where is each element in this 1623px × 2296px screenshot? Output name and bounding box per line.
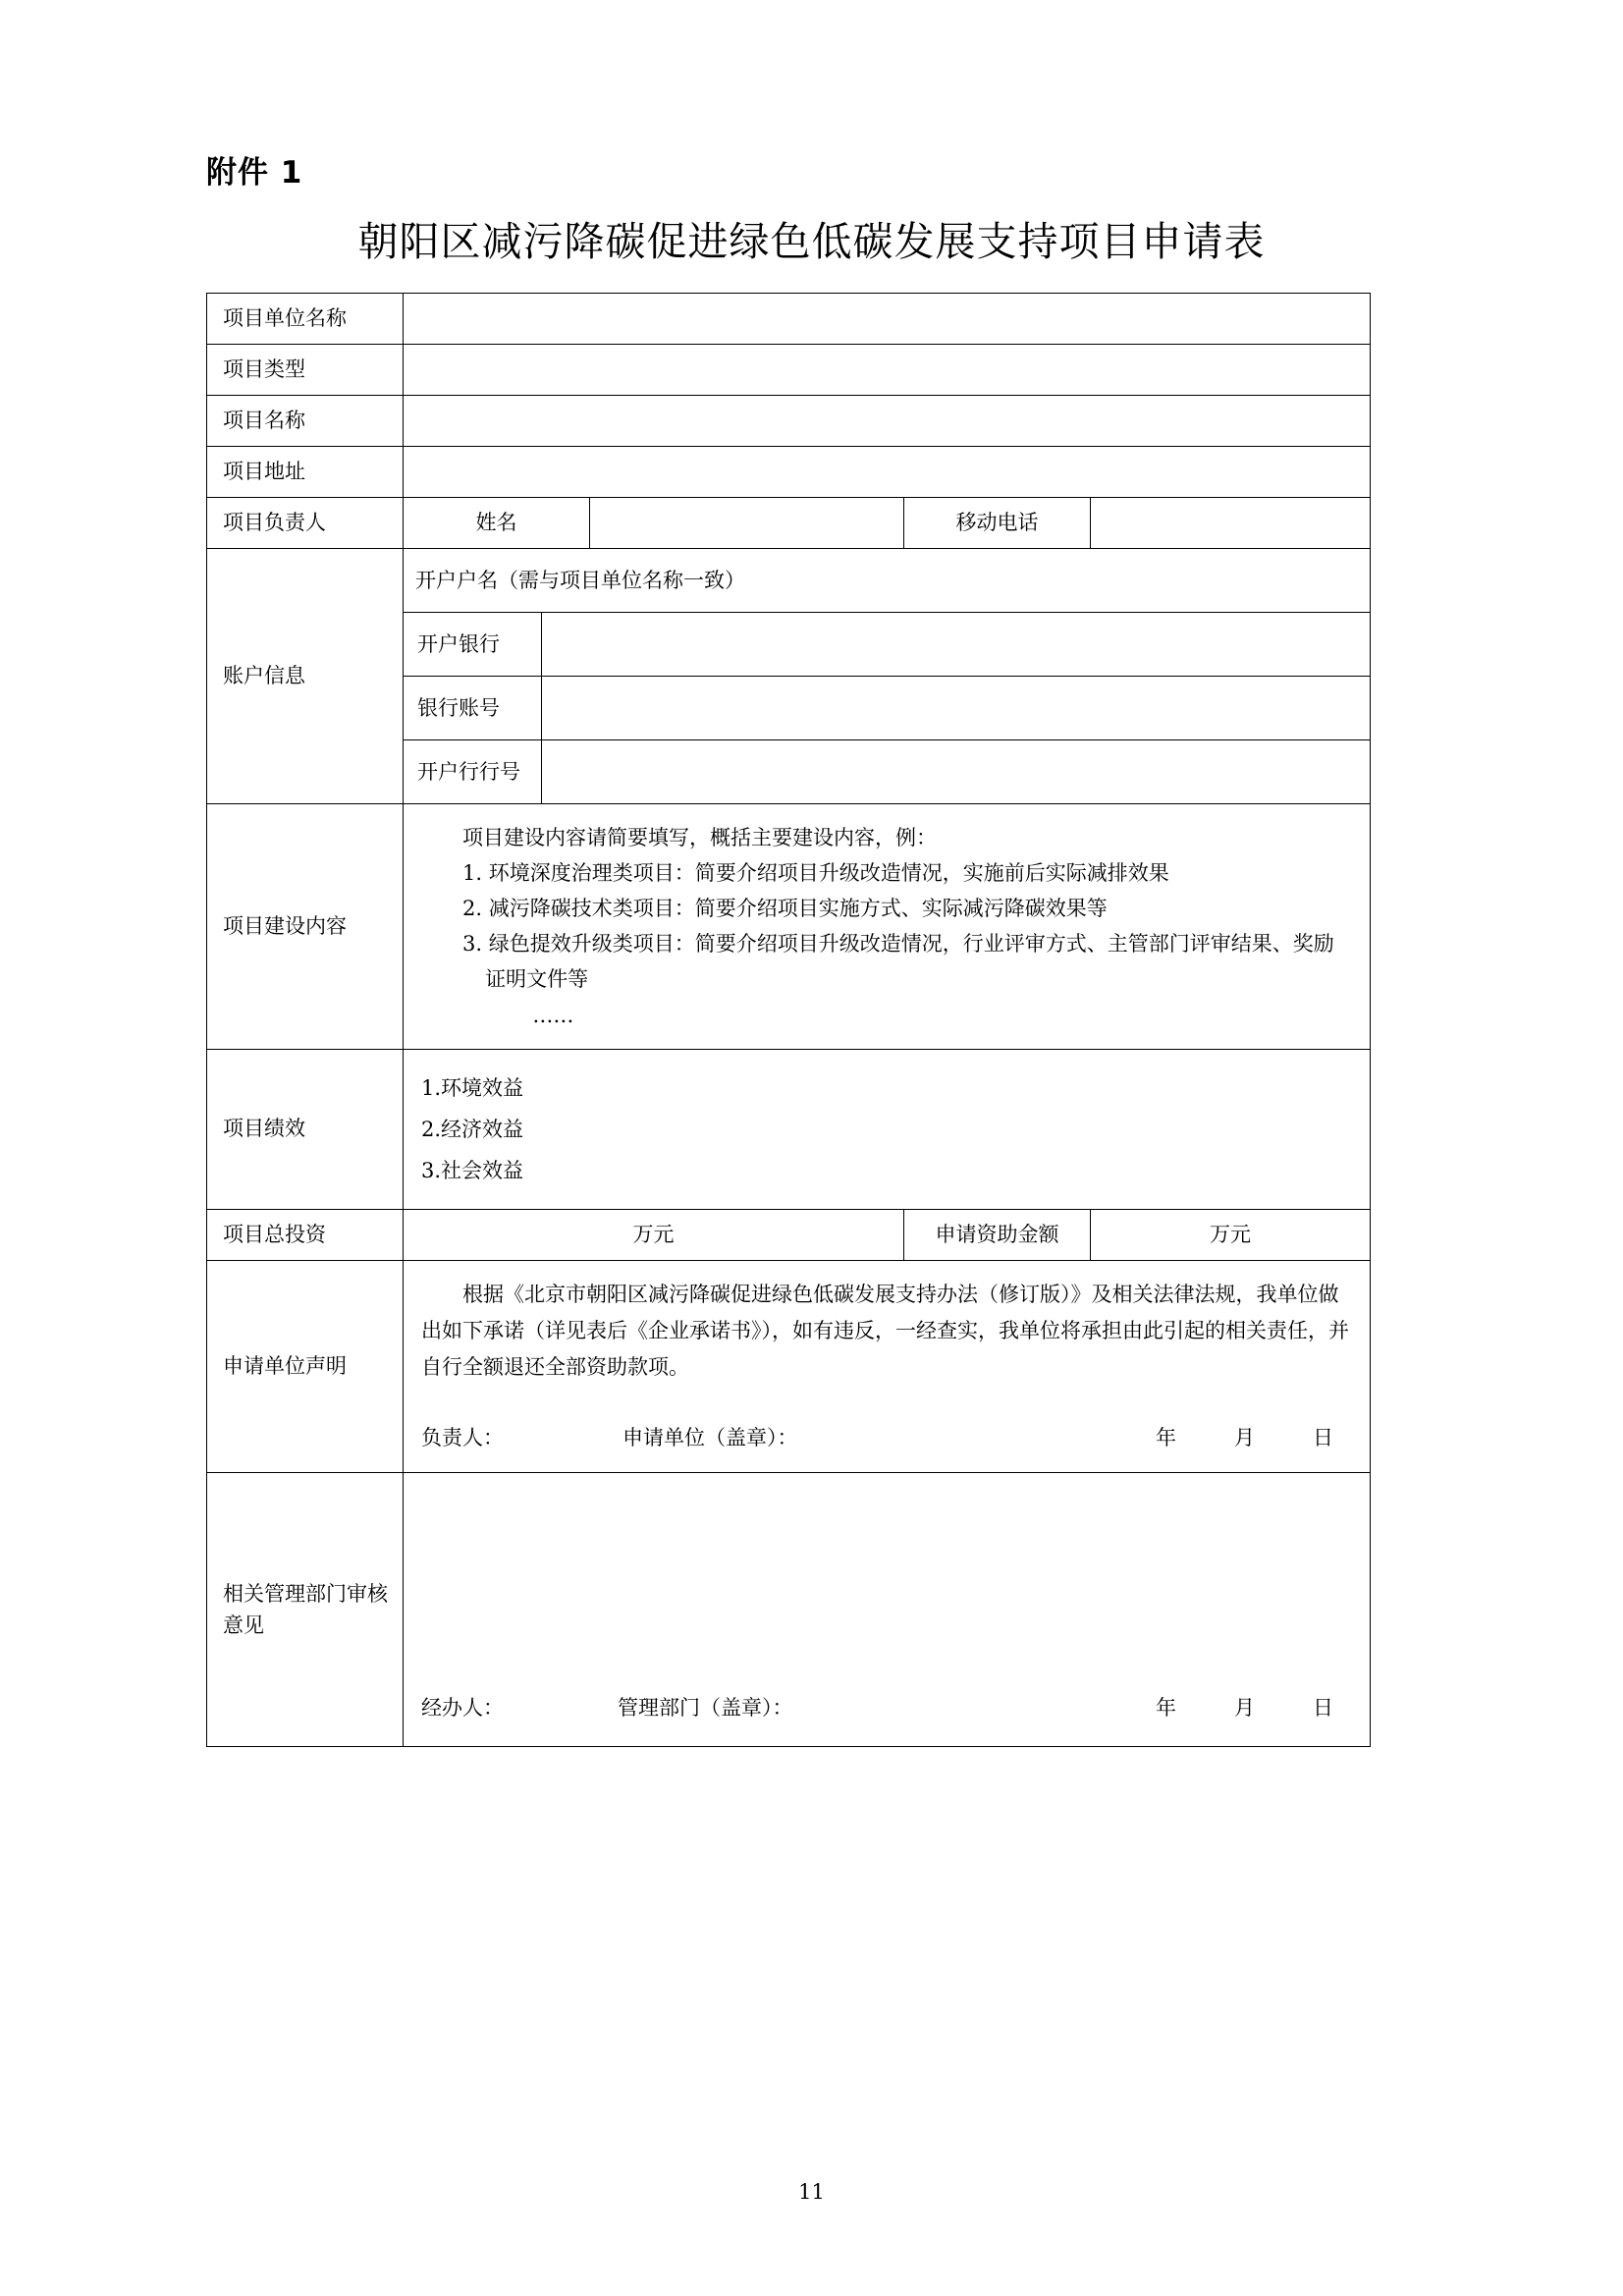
- account-info-subtable: [404, 549, 1370, 803]
- field-content[interactable]: [404, 804, 1371, 1050]
- table-row-performance: [207, 1049, 1371, 1209]
- label-account-no: 银行账号: [404, 677, 541, 740]
- table-row-review: [207, 1473, 1371, 1747]
- field-apply-amount[interactable]: 万元: [1091, 1209, 1371, 1260]
- field-total-investment[interactable]: 万元: [404, 1209, 904, 1260]
- field-project-type[interactable]: [404, 345, 1371, 396]
- content-item-3: 3. 绿色提效升级类项目：简要介绍项目升级改造情况，行业评审方式、主管部门评审结果、奖励证明文件等: [462, 932, 1334, 992]
- label-project-name: 项目名称: [207, 396, 404, 447]
- content-ellipsis: ……: [532, 1003, 574, 1027]
- table-row-unit-name: [207, 294, 1371, 345]
- field-bank-code[interactable]: [541, 740, 1370, 804]
- field-declaration[interactable]: [404, 1260, 1371, 1473]
- table-row-bank: [404, 613, 1370, 677]
- label-review: 相关管理部门审核意见: [207, 1473, 404, 1747]
- page-title: 朝阳区减污降碳促进绿色低碳发展支持项目申请表: [357, 218, 1266, 265]
- declaration-text: 根据《北京市朝阳区减污降碳促进绿色低碳发展支持办法（修订版）》及相关法律法规，我单位做出如下承诺（详见表后《企业承诺书》），如有违反，一经查实，我单位将承担由此引起的相关责任，并自行全额退还全部资助款项。: [421, 1282, 1349, 1380]
- review-dept-label: 管理部门（盖章）：: [618, 1696, 793, 1721]
- label-content: 项目建设内容: [207, 804, 404, 1050]
- application-form-table: [206, 293, 1371, 1747]
- review-signature-line: [421, 1689, 1352, 1728]
- table-row-content: [207, 804, 1371, 1050]
- review-body: [421, 1487, 1352, 1732]
- table-row-account-holder: [404, 549, 1370, 613]
- table-row-account-no: [404, 677, 1370, 740]
- field-bank[interactable]: [541, 613, 1370, 677]
- label-account-holder: 开户户名（需与项目单位名称一致）: [404, 549, 1370, 613]
- field-account-no[interactable]: [541, 677, 1370, 740]
- field-project-name[interactable]: [404, 396, 1371, 447]
- label-declaration: 申请单位声明: [207, 1260, 404, 1473]
- label-performance: 项目绩效: [207, 1049, 404, 1209]
- table-row-declaration: [207, 1260, 1371, 1473]
- performance-item-2: 2.经济效益: [421, 1117, 524, 1141]
- label-leader-phone: 移动电话: [904, 498, 1091, 549]
- label-total-investment: 项目总投资: [207, 1209, 404, 1260]
- label-apply-amount: 申请资助金额: [904, 1209, 1091, 1260]
- field-leader-phone[interactable]: [1091, 498, 1371, 549]
- label-leader: 项目负责人: [207, 498, 404, 549]
- performance-item-1: 1.环境效益: [421, 1075, 524, 1100]
- declaration-signature-line: [421, 1420, 1352, 1456]
- attachment-label: 附件 1: [206, 155, 303, 191]
- field-performance[interactable]: [404, 1049, 1371, 1209]
- label-project-type: 项目类型: [207, 345, 404, 396]
- label-leader-name: 姓名: [404, 498, 590, 549]
- declaration-year-label: 年: [1156, 1425, 1176, 1449]
- review-year-label: 年: [1156, 1696, 1176, 1721]
- review-handler-label: 经办人：: [421, 1696, 504, 1721]
- table-row-investment: [207, 1209, 1371, 1260]
- table-row-project-type: [207, 345, 1371, 396]
- label-bank-code: 开户行行号: [404, 740, 541, 804]
- table-row-account-info: [207, 549, 1371, 804]
- field-unit-name[interactable]: [404, 294, 1371, 345]
- field-project-address[interactable]: [404, 447, 1371, 498]
- label-account-info: 账户信息: [207, 549, 404, 804]
- label-unit-name: 项目单位名称: [207, 294, 404, 345]
- field-review[interactable]: [404, 1473, 1371, 1747]
- label-bank: 开户银行: [404, 613, 541, 677]
- account-info-block: [404, 549, 1371, 804]
- review-month-label: 月: [1234, 1696, 1255, 1721]
- label-project-address: 项目地址: [207, 447, 404, 498]
- field-leader-name[interactable]: [590, 498, 904, 549]
- performance-item-3: 3.社会效益: [421, 1158, 524, 1182]
- review-day-label: 日: [1313, 1696, 1333, 1721]
- declaration-day-label: 日: [1313, 1425, 1333, 1449]
- content-item-1: 1. 环境深度治理类项目：简要介绍项目升级改造情况，实施前后实际减排效果: [462, 861, 1169, 886]
- table-row-project-address: [207, 447, 1371, 498]
- declaration-month-label: 月: [1234, 1425, 1255, 1449]
- table-row-project-name: [207, 396, 1371, 447]
- content-intro: 项目建设内容请简要填写，概括主要建设内容，例：: [462, 826, 937, 849]
- table-row-leader: [207, 498, 1371, 549]
- page-number: 11: [798, 2180, 825, 2204]
- declaration-leader-label: 负责人：: [421, 1425, 504, 1449]
- declaration-unit-label: 申请单位（盖章）：: [622, 1425, 798, 1449]
- table-row-bank-code: [404, 740, 1370, 804]
- content-item-2: 2. 减污降碳技术类项目：简要介绍项目实施方式、实际减污降碳效果等: [462, 897, 1108, 921]
